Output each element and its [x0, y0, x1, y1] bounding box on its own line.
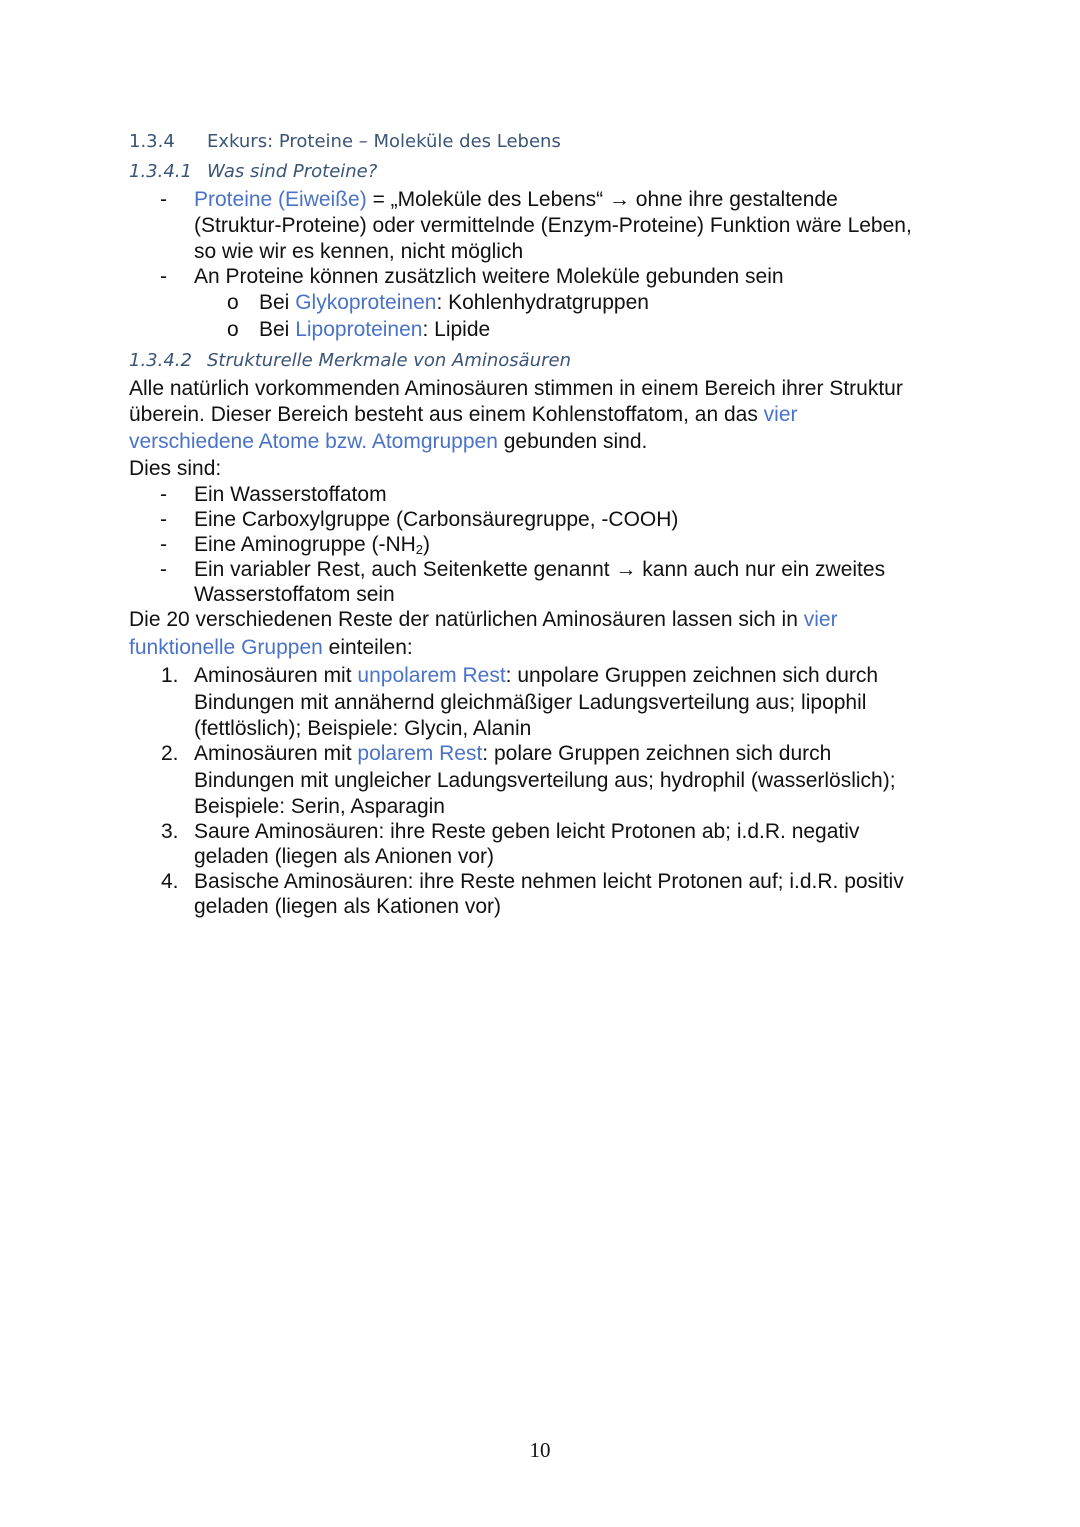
- paragraph-line: überein. Dieser Bereich besteht aus einem Kohlenstoffatom, an das vier: [129, 403, 798, 426]
- highlight-term: funktionelle Gruppen: [129, 636, 323, 659]
- paragraph-line: funktionelle Gruppen einteilen:: [129, 636, 413, 659]
- highlight-term: Proteine (Eiweiße): [194, 188, 367, 211]
- bullet-proteine-line2: (Struktur-Proteine) oder vermittelnde (Enzym-Proteine) Funktion wäre Leben,: [194, 214, 912, 237]
- dash-marker: -: [160, 265, 167, 288]
- heading-number: 1.3.4.1: [129, 161, 192, 182]
- heading-number: 1.3.4: [129, 131, 175, 152]
- highlight-term: vier: [803, 608, 838, 631]
- list-number: 2.: [161, 742, 179, 765]
- numbered-item-continuation: Beispiele: Serin, Asparagin: [194, 795, 445, 818]
- highlight-term: verschiedene Atome bzw. Atomgruppen: [129, 430, 498, 453]
- bullet-proteine: Proteine (Eiweiße) = „Moleküle des Lebens“ → ohne ihre gestaltende: [194, 188, 838, 211]
- bullet-proteine-line3: so wie wir es kennen, nicht möglich: [194, 240, 524, 263]
- list-item: Eine Aminogruppe $(-NH_2)$: [194, 533, 431, 557]
- list-item-continuation: Wasserstoffatom sein: [194, 583, 395, 606]
- highlight-term: Lipoproteinen: [295, 318, 423, 341]
- highlight-term: Glykoproteinen: [295, 291, 437, 314]
- heading-number: 1.3.4.2: [129, 350, 192, 371]
- heading-title: Strukturelle Merkmale von Aminosäuren: [207, 350, 572, 371]
- paragraph-line: Die 20 verschiedenen Reste der natürlichen Aminosäuren lassen sich in vier: [129, 608, 838, 631]
- highlight-term: polarem Rest: [357, 742, 483, 765]
- heading-title: Exkurs: Proteine – Moleküle des Lebens: [207, 131, 561, 152]
- list-number: 1.: [161, 664, 179, 687]
- circle-bullet-marker: o: [227, 291, 239, 314]
- highlight-term: unpolarem Rest: [357, 664, 506, 687]
- paragraph-line: Dies sind:: [129, 457, 222, 480]
- dash-marker: -: [160, 188, 167, 211]
- heading-1-3-4-1: [129, 161, 377, 182]
- dash-marker: -: [160, 483, 167, 506]
- list-number: 3.: [161, 820, 179, 843]
- bullet-gebunden: An Proteine können zusätzlich weitere Moleküle gebunden sein: [194, 265, 784, 288]
- heading-title: Was sind Proteine?: [207, 161, 378, 182]
- numbered-item-continuation: geladen (liegen als Anionen vor): [194, 845, 495, 868]
- highlight-term: vier: [763, 403, 798, 426]
- sub-bullet-lipoproteine: Bei Lipoproteinen: Lipide: [259, 318, 491, 341]
- numbered-item: Aminosäuren mit polarem Rest: polare Gruppen zeichnen sich durch: [194, 742, 832, 765]
- page-number: 10: [529, 1438, 551, 1462]
- numbered-item-continuation: geladen (liegen als Kationen vor): [194, 895, 502, 918]
- circle-bullet-marker: o: [227, 318, 239, 341]
- list-item: Eine Carboxylgruppe (Carbonsäuregruppe, -COOH): [194, 508, 679, 531]
- list-number: 4.: [161, 870, 179, 893]
- numbered-item: Saure Aminosäuren: ihre Reste geben leicht Protonen ab; i.d.R. negativ: [194, 820, 860, 843]
- numbered-item: Aminosäuren mit unpolarem Rest: unpolare Gruppen zeichnen sich durch: [194, 664, 879, 687]
- sub-bullet-glykoproteine: Bei Glykoproteinen: Kohlenhydratgruppen: [259, 291, 649, 314]
- numbered-item-continuation: Bindungen mit ungleicher Ladungsverteilung aus; hydrophil (wasserlöslich);: [194, 769, 896, 792]
- numbered-item: Basische Aminosäuren: ihre Reste nehmen leicht Protonen auf; i.d.R. positiv: [194, 870, 904, 893]
- heading-1-3-4-2: [129, 350, 571, 371]
- dash-marker: -: [160, 508, 167, 531]
- dash-marker: -: [160, 558, 167, 581]
- dash-marker: -: [160, 533, 167, 556]
- heading-1-3-4: [129, 131, 561, 152]
- numbered-item-continuation: Bindungen mit annähernd gleichmäßiger Ladungsverteilung aus; lipophil: [194, 691, 867, 714]
- paragraph-line: Alle natürlich vorkommenden Aminosäuren stimmen in einem Bereich ihrer Struktur: [129, 377, 903, 400]
- paragraph-line: verschiedene Atome bzw. Atomgruppen gebunden sind.: [129, 430, 648, 453]
- list-item: Ein variabler Rest, auch Seitenkette genannt → kann auch nur ein zweites: [194, 558, 886, 581]
- list-item: Ein Wasserstoffatom: [194, 483, 387, 506]
- numbered-item-continuation: (fettlöslich); Beispiele: Glycin, Alanin: [194, 717, 532, 740]
